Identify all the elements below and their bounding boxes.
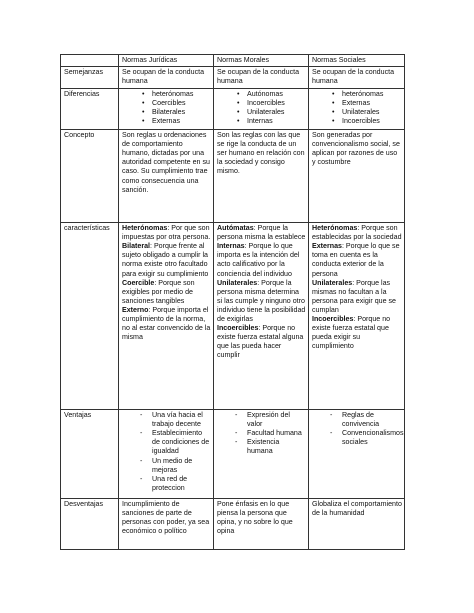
list-item: • Autónomas xyxy=(217,90,306,99)
bullet-list xyxy=(312,90,402,126)
list-item: • Externas xyxy=(122,117,211,126)
bullet-list xyxy=(122,90,211,126)
characteristic-item xyxy=(312,315,402,351)
header-cell-morales: Normas Morales xyxy=(214,55,309,67)
term: Heterónomas xyxy=(122,224,168,233)
characteristic-item xyxy=(122,306,211,342)
characteristic-item xyxy=(312,279,402,315)
dash-list xyxy=(217,411,306,456)
cell-morales xyxy=(214,223,309,410)
list-item: • Incoercibles xyxy=(312,117,402,126)
description: : Porque lo que se toma en cuenta es la conducta exterior de la persona xyxy=(312,242,400,278)
list-item: - Convencionalismos sociales xyxy=(312,429,402,447)
list-item: - Existencia humana xyxy=(217,438,306,456)
cell-sociales xyxy=(309,410,405,499)
list-item: • Bilaterales xyxy=(122,108,211,117)
cell-morales xyxy=(214,89,309,130)
term: Bilateral xyxy=(122,242,150,251)
list-item: - Un medio de mejoras xyxy=(122,457,211,475)
header-cell-juridicas: Normas Jurídicas xyxy=(119,55,214,67)
cell-juridicas xyxy=(119,223,214,410)
description: : Porque no existe fuerza estatal alguna que las pueda hacer cumplir xyxy=(217,324,304,360)
list-item: • heterónomas xyxy=(312,90,402,99)
list-item: • heterónomas xyxy=(122,90,211,99)
term: Internas xyxy=(217,242,245,251)
characteristic-item xyxy=(217,242,306,278)
list-item: - Una red de proteccion xyxy=(122,475,211,493)
description: : Porque no existe fuerza estatal que pueda exigir su cumplimiento xyxy=(312,315,391,351)
term: Autómatas xyxy=(217,224,254,233)
term: Externo xyxy=(122,305,149,314)
row-label: Semejanzas xyxy=(61,67,119,89)
cell-morales: Se ocupan de la conducta humana xyxy=(214,67,309,89)
cell-sociales: Son generadas por convencionalismo social, se aplican por razones de uso y costumbre xyxy=(309,130,405,223)
description: : Porque son exigibles por medio de sanciones tangibles xyxy=(122,278,195,305)
cell-morales: Son las reglas con las que se rige la conducta de un ser humano en relación con la sociedad y consigo mismo. xyxy=(214,130,309,223)
cell-juridicas xyxy=(119,410,214,499)
dash-list xyxy=(312,411,402,447)
cell-morales: Pone énfasis en lo que piensa la persona que opina, y no sobre lo que opina xyxy=(214,499,309,550)
row-caracteristicas xyxy=(61,223,405,410)
list-item: • Coercibles xyxy=(122,99,211,108)
list-item: - Una vía hacia el trabajo decente xyxy=(122,411,211,429)
description: : Porque lo que importa es la intención del acto calificativo por la conciencia del individuo xyxy=(217,242,300,278)
list-item: • Unilaterales xyxy=(217,108,306,117)
list-item: • Internas xyxy=(217,117,306,126)
row-label: Concepto xyxy=(61,130,119,223)
term: Incoercibles xyxy=(217,324,259,333)
description: : Porque frente al sujeto obligado a cumplir la norma existe otro facultado para exigir su cumplimiento xyxy=(122,242,209,278)
list-item: - Expresión del valor xyxy=(217,411,306,429)
term: Unilaterales xyxy=(312,278,353,287)
dash-list xyxy=(122,411,211,493)
row-semejanzas xyxy=(61,67,405,89)
term: Heterónomas xyxy=(312,224,358,233)
list-item: - Facultad humana xyxy=(217,429,306,438)
term: Unilaterales xyxy=(217,278,258,287)
cell-sociales: Se ocupan de la conducta humana xyxy=(309,67,405,89)
row-ventajas xyxy=(61,410,405,499)
characteristic-item xyxy=(122,224,211,242)
row-diferencias xyxy=(61,89,405,130)
description: : Porque la persona misma la establece xyxy=(217,224,306,242)
comparison-table xyxy=(60,54,405,550)
characteristic-item xyxy=(217,279,306,324)
cell-sociales xyxy=(309,223,405,410)
list-item: • Unilaterales xyxy=(312,108,402,117)
list-item: - Establecimiento de condiciones de igualdad xyxy=(122,429,211,456)
cell-juridicas: Se ocupan de la conducta humana xyxy=(119,67,214,89)
term: Externas xyxy=(312,242,342,251)
characteristic-item xyxy=(312,242,402,278)
characteristic-item xyxy=(217,324,306,360)
header-row xyxy=(61,55,405,67)
description: : Porque la persona misma determina si las cumple y ninguno otro individuo tiene la posibilidad de exigirlas xyxy=(217,278,306,324)
description: : Porque las mismas no facultan a la persona para exigir que se cumplan xyxy=(312,278,396,314)
characteristic-item xyxy=(312,224,402,242)
cell-juridicas xyxy=(119,89,214,130)
characteristic-item xyxy=(217,224,306,242)
header-cell-empty xyxy=(61,55,119,67)
header-cell-sociales: Normas Sociales xyxy=(309,55,405,67)
list-item: • Incoercibles xyxy=(217,99,306,108)
description: : Por que son impuestas por otra persona. xyxy=(122,224,211,242)
row-label: Diferencias xyxy=(61,89,119,130)
term: Incoercibles xyxy=(312,315,354,324)
description: : Porque son establecidas por la sociedad xyxy=(312,224,402,242)
description: : Porque importa el cumplimiento de la norma, no al estar convencido de la misma xyxy=(122,305,211,342)
cell-juridicas: Incumplimiento de sanciones de parte de personas con poder, ya sea económico o político xyxy=(119,499,214,550)
list-item: - Reglas de convivencia xyxy=(312,411,402,429)
row-label: características xyxy=(61,223,119,410)
row-concepto xyxy=(61,130,405,223)
list-item: • Externas xyxy=(312,99,402,108)
cell-sociales xyxy=(309,89,405,130)
row-desventajas xyxy=(61,499,405,550)
bullet-list xyxy=(217,90,306,126)
cell-juridicas: Son reglas u ordenaciones de comportamiento humano, dictadas por una autoridad competente en su caso. Su cumplimiento trae como consecuencia una sanción. xyxy=(119,130,214,223)
characteristic-item xyxy=(122,242,211,278)
row-label: Desventajas xyxy=(61,499,119,550)
characteristic-item xyxy=(122,279,211,306)
cell-morales xyxy=(214,410,309,499)
cell-sociales: Globaliza el comportamiento de la humanidad xyxy=(309,499,405,550)
term: Coercible xyxy=(122,278,155,287)
row-label: Ventajas xyxy=(61,410,119,499)
